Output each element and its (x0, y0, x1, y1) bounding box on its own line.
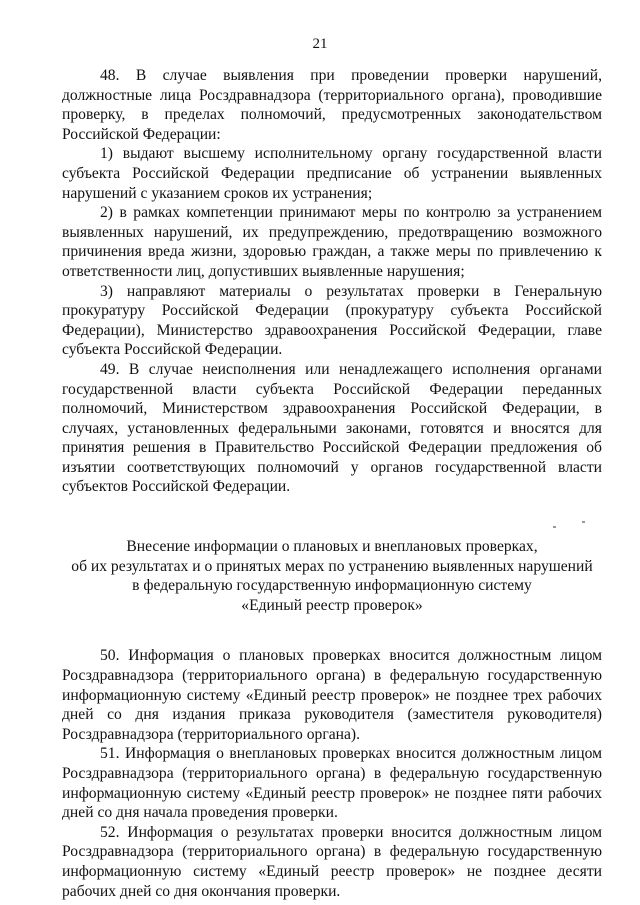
section-heading-line: об их результатах и о принятых мерах по устранению выявленных нарушений (71, 557, 593, 575)
paragraph-48-item-2: 2) в рамках компетенции принимают меры по контролю за устранением выявленных нарушений, их предупреждению, предотвращению возможного причинения вреда жизни, здоровью граждан, а также меры по привлечению к ответственности лиц, допустивших выявленные нарушения; (62, 204, 602, 280)
paragraph-49: 49. В случае неисполнения или ненадлежащего исполнения органами государственной власти субъекта Российской Федерации переданных полномочий, Министерством здравоохранения Российской Федерации, в случаях, установленных федеральными законами, готовятся и вносятся для принятия решения в Правительство Российской Федерации предложения об изъятии соответствующих полномочий у органов государственной власти субъектов Российской Федерации. (62, 360, 602, 496)
paragraph-52: 52. Информация о результатах проверки вносится должностным лицом Росздравнадзора (территориального органа) в федеральную государственную информационную систему «Единый реестр проверок» не позднее десяти рабочих дней со дня окончания проверки. (62, 823, 602, 900)
section-heading (62, 537, 602, 615)
paragraph-51: 51. Информация о внеплановых проверках вносится должностным лицом Росздравнадзора (территориального органа) в федеральную государственную информационную систему «Единый реестр проверок» не позднее пяти рабочих дней со дня начала проведения проверки. (62, 745, 602, 822)
scan-speck (582, 521, 585, 523)
section-heading-line: «Единый реестр проверок» (241, 596, 423, 614)
scan-speck (553, 526, 556, 528)
section-heading-line: Внесение информации о плановых и внеплановых проверках, (126, 538, 538, 556)
page-number: 21 (312, 36, 328, 52)
paragraph-48-item-1: 1) выдают высшему исполнительному органу государственной власти субъекта Российской Федерации предписание об устранении выявленных нарушений с указанием сроков их устранения; (62, 145, 602, 202)
section-heading-line: в федеральную государственную информационную систему (132, 577, 532, 595)
paragraph-48-item-3: 3) направляют материалы о результатах проверки в Генеральную прокуратуру Российской Федерации (прокуратуру субъекта Российской Федерации), Министерство здравоохранения Российской Федерации, главе субъекта Российской Федерации. (62, 282, 602, 359)
paragraph-48: 48. В случае выявления при проведении проверки нарушений, должностные лица Росздравнадзора (территориального органа), проводившие проверку, в пределах полномочий, предусмотренных законодательством Российской Федерации: (62, 67, 602, 143)
document-body (62, 66, 602, 901)
paragraph-50: 50. Информация о плановых проверках вносится должностным лицом Росздравнадзора (территориального органа) в федеральную государственную информационную систему «Единый реестр проверок» не позднее трех рабочих дней со дня издания приказа руководителя (заместителя руководителя) Росздравнадзора (территориального органа). (62, 647, 602, 743)
